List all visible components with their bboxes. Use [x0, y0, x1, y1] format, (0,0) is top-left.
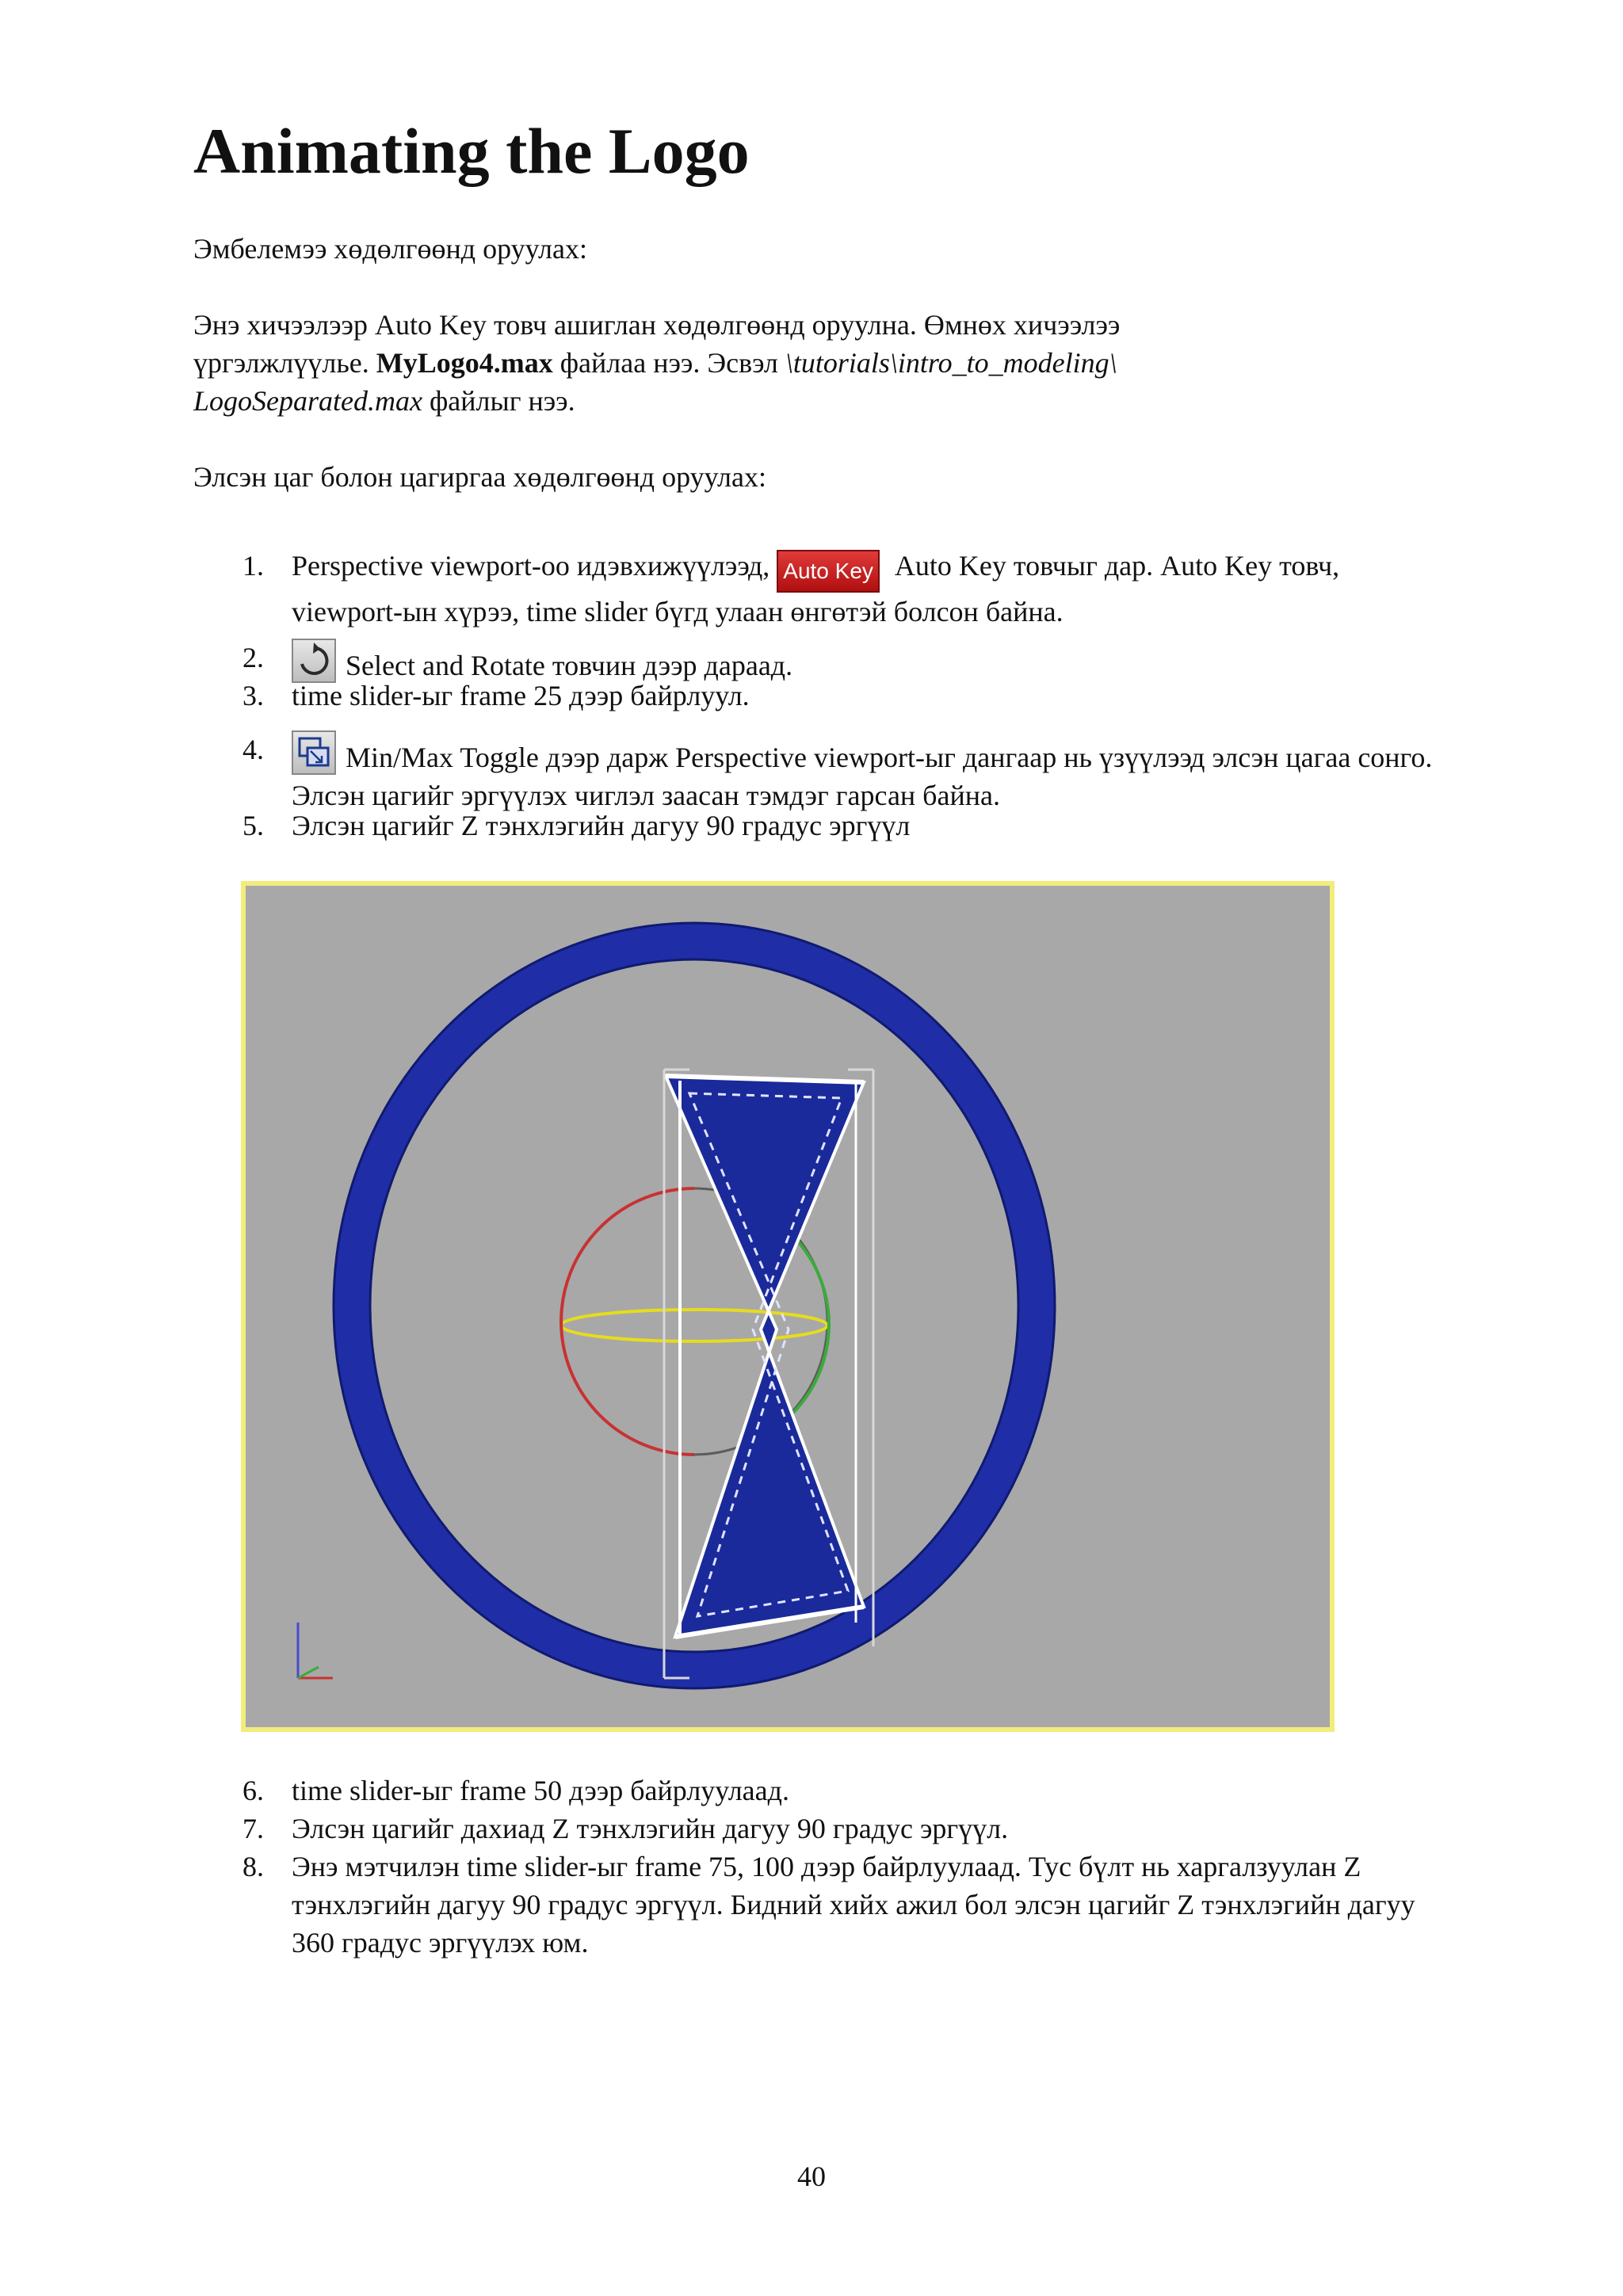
tutorial-path: \tutorials\intro_to_modeling\ — [785, 347, 1117, 379]
filename-bold: MyLogo4.max — [376, 347, 553, 379]
step1-text-a: Perspective viewport-оо идэвхижүүлээд, — [292, 550, 777, 582]
logo-ring — [352, 941, 1037, 1670]
tutorial-filename: LogoSeparated.max — [193, 385, 422, 417]
intro-line1: Энэ хичээлээр Auto Key товч ашиглан хөдөлгөөнд оруулна. Өмнөх хичээлээ — [193, 309, 1121, 341]
hourglass-object — [664, 1070, 873, 1678]
step-text: Элсэн цагийг Z тэнхлэгийн дагуу 90 градус эргүүл — [292, 810, 911, 841]
section-heading: Элсэн цаг болон цагиргаа хөдөлгөөнд оруулах: — [193, 461, 766, 493]
step1-text-b: Auto Key товчыг дар. Auto Key товч, viewport-ын хүрээ, time slider бүгд улаан өнгөтэй болсон байна. — [292, 550, 1340, 627]
step-number: 7. — [242, 1813, 264, 1844]
step-text — [292, 547, 1449, 631]
axis-tripod-icon — [298, 1623, 333, 1678]
step-text: Элсэн цагийг дахиад Z тэнхлэгийн дагуу 90 градус эргүүл. — [292, 1813, 1009, 1844]
intro-line3-post: файлыг нээ. — [422, 385, 575, 417]
step-number: 4. — [242, 734, 264, 765]
step-number: 3. — [242, 680, 264, 711]
page-title: Animating the Logo — [193, 115, 750, 187]
step-text: time slider-ыг frame 50 дээр байрлуулаад. — [292, 1775, 789, 1806]
step-number: 6. — [242, 1775, 264, 1806]
step-number: 1. — [242, 550, 264, 582]
step-number: 5. — [242, 810, 264, 841]
subtitle: Эмбелемээ хөдөлгөөнд оруулах: — [193, 233, 587, 265]
step-number: 8. — [242, 1851, 264, 1882]
intro-paragraph — [193, 306, 1461, 420]
auto-key-button: Auto Key — [777, 550, 880, 593]
intro-line2-pre: үргэлжлүүлье. — [193, 347, 376, 379]
step2-text: Select and Rotate товчин дээр дараад. — [346, 650, 793, 681]
step4-text: Min/Max Toggle дээр дарж Perspective viewport-ыг дангаар нь үзүүлээд элсэн цагаа сонго. Элсэн цагийг эргүүлэх чиглэл заасан тэмдэг гарсан байна. — [292, 742, 1433, 811]
step-text: Энэ мэтчилэн time slider-ыг frame 75, 100 дээр байрлуулаад. Тус бүлт нь харгалзуулан Z тэнхлэгийн дагуу 90 градус эргүүл. Бидний хийх ажил бол элсэн цагийг Z тэнхлэгийн дагуу 360 градус эргүүлэх юм. — [292, 1851, 1415, 1958]
step-text — [292, 730, 1449, 814]
perspective-viewport-screenshot — [241, 881, 1335, 1732]
minmax-toggle-icon — [292, 730, 336, 775]
step-text: time slider-ыг frame 25 дээр байрлуул. — [292, 680, 750, 711]
page-number: 40 — [797, 2161, 826, 2192]
intro-line2-mid: файлаа нээ. Эсвэл — [552, 347, 785, 379]
step-number: 2. — [242, 642, 264, 673]
viewport-render — [246, 886, 1330, 1727]
